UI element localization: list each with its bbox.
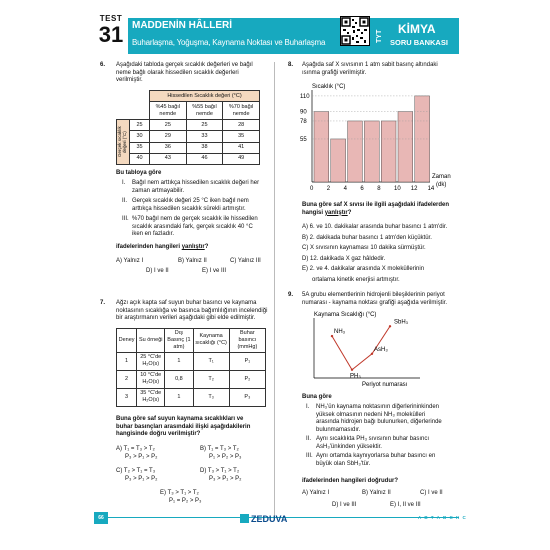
q7-option-c[interactable]: C) T₂ > T₁ = T₃ P₃ > P₁ > P₂ (116, 468, 158, 482)
q8-option-a[interactable]: A) 6. ve 10. dakikalar arasında buhar basıncı 1 atm'dir. (302, 224, 448, 230)
q6-col-header: %55 bağıl nemde (186, 102, 223, 120)
q6-number: 6. (100, 62, 106, 68)
q6-lead: Bu tabloya göre (116, 170, 162, 176)
q7-cell: 35 °C'de H₂O(s) (137, 388, 165, 406)
q8-number: 8. (288, 62, 294, 68)
q6-statement: I. Bağıl nem arttıkça hissedilen sıcaklık değeri her zaman artmayabilir. (122, 180, 260, 194)
heating-chart (290, 78, 460, 200)
bar (314, 112, 329, 182)
q7-stem (116, 300, 274, 323)
q9-question: ifadelerinden hangileri doğrudur? (302, 478, 399, 484)
bar (331, 139, 346, 182)
q8-option-b[interactable]: B) 2. dakikada buhar basıncı 1 atm'den küçüktür. (302, 234, 432, 241)
q6-cell: 35 (130, 142, 150, 153)
q8-options (302, 222, 467, 285)
q7-cell: P₁ (229, 352, 265, 370)
q6-cell: 40 (130, 153, 150, 164)
test-badge (94, 14, 128, 54)
logo-mark-icon (240, 514, 249, 523)
q6-cell: 25 (130, 120, 150, 131)
q7-table (116, 328, 266, 407)
q9-statements (306, 404, 466, 468)
tyt-label: TYT (376, 29, 383, 43)
y-tick-label: 55 (300, 136, 307, 143)
q7-stem-line: bir araştırmanın verileri aşağıdaki gibi elde edilmiştir. (116, 315, 256, 321)
x-tick-label: 2 (326, 186, 331, 192)
q6-cell: 38 (186, 142, 223, 153)
answer-codes: A B T A B C K C (418, 515, 467, 520)
column-divider (274, 62, 275, 517)
bar (364, 121, 379, 182)
q6-cell: 49 (223, 153, 260, 164)
point-label: NH₃ (334, 329, 346, 336)
q9-statement: I. NH₃'ün kaynama noktasının diğerlerininkinden yüksek olmasının nedeni NH₃ molekülleri arasında hidrojen bağı bulunurken, diğerlerinde bulunmamasıdır. (306, 404, 442, 433)
q7-cell: 25 °C'de H₂O(s) (137, 352, 165, 370)
q6-cell: 28 (223, 120, 260, 131)
q7-cell: T₁ (193, 352, 229, 370)
chart-ylabel: Sıcaklık (°C) (312, 84, 346, 90)
chart-ylabel: Kaynama Sıcaklığı (°C) (314, 312, 377, 318)
boiling-point-chart (300, 308, 465, 388)
x-tick-label: 0 (310, 186, 314, 192)
q7-cell: 1 (117, 352, 137, 370)
point-label: PH₃ (350, 373, 361, 380)
publisher-logo: ZEDUVA (240, 514, 287, 525)
q9-option-e[interactable]: E) I, II ve III (390, 502, 421, 508)
q7-cell: T₃ (193, 388, 229, 406)
q7-cell: 0,8 (165, 370, 193, 388)
q8-option-e[interactable]: E) 2. ve 4. dakikalar arasında X moleküllerinin (302, 266, 425, 272)
q7-stem-line: noktasının sıcaklığa ve basınca bağımlılığının incelendiği (116, 307, 268, 314)
point-label: AsH₃ (374, 346, 388, 353)
q8-option-c[interactable]: C) X sıvısının kaynaması 10 dakika sürmüştür. (302, 245, 426, 251)
q6-row-header: Gerçek sıcaklık değeri (°C) (117, 120, 130, 165)
q8-lead: Buna göre saf X sıvısı ile ilgili aşağıdaki ifadelerden hangisi yanlıştır? (302, 202, 450, 216)
q6-stem (116, 62, 266, 85)
q7-cell: 3 (117, 388, 137, 406)
q9-option-a[interactable]: A) Yalnız I (302, 490, 330, 496)
q9-stem (302, 292, 467, 307)
q9-lead: Buna göre (302, 394, 332, 400)
q7-col-header: Su örneği (137, 329, 165, 353)
q6-statement: III. %70 bağıl nem de gerçek sıcaklık ile hissedilen sıcaklık arasındaki fark, gerçek sıcaklık 40 °C iken en fazladır. (122, 216, 258, 237)
q7-cell: P₂ (229, 370, 265, 388)
q6-cell: 25 (186, 120, 223, 131)
bar (381, 121, 396, 182)
x-tick-label: 4 (343, 186, 347, 192)
q7-cell: 2 (117, 370, 137, 388)
q6-option-d[interactable]: D) I ve II (146, 268, 169, 274)
q9-option-b[interactable]: B) Yalnız II (362, 490, 391, 496)
q6-table-header: Hissedilen Sıcaklık değeri (°C) (150, 91, 260, 102)
test-label: TEST (99, 14, 123, 23)
bar (398, 112, 413, 182)
test-number: 31 (98, 22, 124, 47)
q6-table (116, 90, 260, 165)
q6-option-a[interactable]: A) Yalnız I (116, 258, 144, 264)
q6-statements (122, 180, 272, 239)
data-point (389, 325, 391, 327)
q7-col-header: Buhar basıncı (mmHg) (229, 329, 265, 353)
x-tick-label: 12 (410, 186, 418, 192)
q7-cell: 10 °C'de H₂O(s) (137, 370, 165, 388)
q7-option-d[interactable]: D) T₃ > T₁ > T₂ P₃ > P₁ > P₂ (200, 468, 242, 482)
data-point (371, 353, 373, 355)
q6-statement: II. Gerçek sıcaklık değeri 25 °C iken bağıl nem arttıkça hissedilen sıcaklık sürekli artmıştır. (122, 198, 249, 212)
y-tick-label: 90 (300, 109, 307, 116)
q6-cell: 36 (150, 142, 187, 153)
q6-cell: 41 (223, 142, 260, 153)
bar (348, 121, 363, 182)
q9-statement: III. Aynı ortamda kaynıyorlarsa buhar basıncı en büyük olan SbH₃'tür. (306, 453, 436, 467)
q9-option-c[interactable]: C) I ve II (420, 490, 443, 496)
q9-option-d[interactable]: D) I ve III (332, 502, 357, 508)
x-tick-label: 6 (360, 186, 364, 192)
q9-stem-line: numarası - kaynama noktası grafiği aşağıda verilmiştir. (302, 299, 448, 306)
x-tick-label: 14 (427, 186, 435, 192)
page-number: 66 (94, 512, 108, 524)
point-label: SbH₃ (394, 319, 409, 326)
q9-number: 9. (288, 292, 294, 298)
q7-option-e[interactable]: E) T₃ > T₁ > T₂ P₁ = P₂ > P₃ (160, 490, 202, 504)
y-tick-label: 78 (300, 118, 307, 125)
q7-col-header: Deney (117, 329, 137, 353)
q6-cell: 46 (186, 153, 223, 164)
q7-cell: 1 (165, 352, 193, 370)
unit-subtitle: Buharlaşma, Yoğuşma, Kaynama Noktası ve Buharlaşma (132, 38, 326, 47)
q7-question: Buna göre saf suyun kaynama sıcaklıkları ve buhar basınçları arasındaki ilişki aşağıdakilerin hangisinde doğru verilmiştir? (116, 416, 251, 437)
q8-option-d[interactable]: D) 12. dakikada X gaz hâldedir. (302, 255, 386, 262)
book-title: SORU BANKASI (390, 38, 448, 47)
q7-col-header: Kaynama sıcaklığı (°C) (193, 329, 229, 353)
q7-option-a[interactable]: A) T₁ = T₃ > T₂ P₃ > P₁ > P₂ (116, 446, 158, 460)
q6-option-e[interactable]: E) I ve III (202, 268, 227, 274)
q8-option-e-cont: ortalama kinetik enerjisi artmıştır. (312, 276, 400, 283)
q6-cell: 29 (150, 131, 187, 142)
q6-cell: 25 (150, 120, 187, 131)
q6-cell: 43 (150, 153, 187, 164)
q7-col-header: Dış Basınç (1 atm) (165, 329, 193, 353)
q6-col-header: %45 bağıl nemde (150, 102, 187, 120)
chart-xlabel: Periyot numarası (362, 382, 408, 388)
q6-stem-line: Aşağıdaki tabloda gerçek sıcaklık değerleri ve bağıl (116, 62, 253, 68)
y-tick-label: 110 (300, 93, 310, 100)
q6-option-c[interactable]: C) Yalnız III (230, 258, 261, 264)
x-tick-label: 10 (394, 186, 401, 192)
q8-stem-line: ısınma grafiği verilmiştir. (302, 69, 367, 76)
q7-cell: P₃ (229, 388, 265, 406)
q7-cell: T₂ (193, 370, 229, 388)
x-tick-label: 8 (377, 186, 381, 192)
q7-number: 7. (100, 300, 106, 306)
unit-title: MADDENİN HÂLLERİ (132, 20, 232, 31)
chart-xlabel-2: (dk) (436, 182, 447, 188)
qr-code-icon[interactable] (340, 16, 370, 46)
q6-option-b[interactable]: B) Yalnız II (178, 258, 207, 264)
q9-statement: II. Aynı sıcaklıkta PH₃ sıvısının buhar basıncı AsH₃'ünkinden yüksektir. (306, 436, 430, 450)
data-point (331, 335, 333, 337)
q9-stem-line: 5A grubu elementlerinin hidrojenli bileşiklerinin periyot (302, 292, 445, 298)
data-point (351, 369, 353, 371)
q8-stem-line: Aşağıda saf X sıvısının 1 atm sabit basınç altındaki (302, 62, 438, 68)
q6-cell: 35 (223, 131, 260, 142)
q6-question: ifadelerinden hangileri yanlıştır? (116, 244, 209, 250)
q6-cell: 30 (130, 131, 150, 142)
q7-cell: 1 (165, 388, 193, 406)
q6-cell: 33 (186, 131, 223, 142)
q8-stem (302, 62, 462, 77)
q7-stem-line: Ağzı açık kapta saf suyun buhar basıncı ve kaynama (116, 300, 257, 306)
q6-stem-line: verilmiştir. (116, 77, 143, 83)
q6-col-header: %70 bağıl nemde (223, 102, 260, 120)
subject-title: KİMYA (398, 22, 436, 36)
chart-xlabel-1: Zaman (432, 174, 451, 180)
q6-stem-line: neme bağlı olarak hissedilen sıcaklık değerleri (116, 69, 239, 76)
q7-option-b[interactable]: B) T₁ = T₃ > T₂ P₁ > P₂ > P₃ (200, 446, 242, 460)
